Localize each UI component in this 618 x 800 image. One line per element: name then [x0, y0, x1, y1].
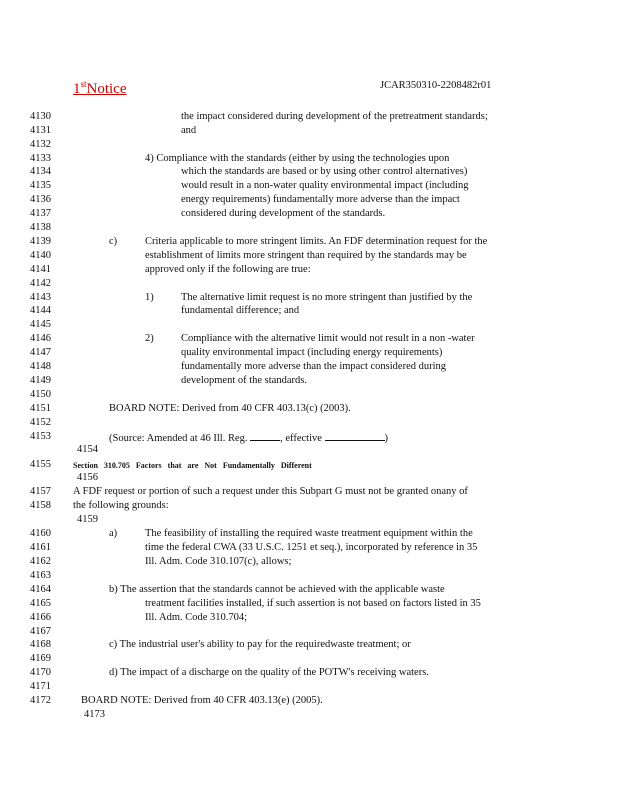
first-notice-label — [73, 75, 127, 98]
line-number: 4153 — [30, 431, 51, 442]
line-number: 4142 — [30, 278, 51, 289]
line-number: 4147 — [30, 347, 51, 358]
line-number: 4132 — [30, 139, 51, 150]
source-text: (Source: Amended at 46 Ill. Reg. — [109, 433, 248, 444]
line-number: 4163 — [30, 570, 51, 581]
text-line: Criteria applicable to more stringent limits. An FDF determination request for the — [145, 236, 488, 247]
line-number: 4171 — [30, 681, 51, 692]
text-line: considered during development of the standards. — [181, 208, 386, 219]
line-number: 4133 — [30, 153, 51, 164]
text-line: The alternative limit request is no more stringent than justified by the — [181, 292, 473, 303]
line-number-inline: 4156 — [77, 472, 98, 483]
text-line: A FDF request or portion of such a request under this Subpart G must not be granted onany of — [73, 486, 468, 497]
line-number: 4151 — [30, 403, 51, 414]
line-number: 4140 — [30, 250, 51, 261]
subsection-label: a) — [109, 528, 118, 539]
line-number: 4152 — [30, 417, 51, 428]
blank-line — [250, 430, 280, 441]
line-number: 4155 — [30, 459, 51, 470]
text-line: d) The impact of a discharge on the quality of the POTW's receiving waters. — [109, 667, 429, 678]
line-number-inline: 4173 — [84, 709, 105, 720]
text-line: fundamental difference; and — [181, 305, 300, 316]
line-number-inline: 4159 — [77, 514, 98, 525]
line-number: 4164 — [30, 584, 51, 595]
line-number: 4148 — [30, 361, 51, 372]
notice-prefix: 1 — [73, 81, 81, 97]
line-number: 4130 — [30, 111, 51, 122]
board-note: BOARD NOTE: Derived from 40 CFR 403.13(e) (2005). — [81, 695, 323, 706]
source-text-effective: , effective — [280, 433, 322, 444]
line-number: 4167 — [30, 626, 51, 637]
text-line: energy requirements) fundamentally more adverse than the impact — [181, 194, 460, 205]
line-number: 4144 — [30, 305, 51, 316]
text-line: approved only if the following are true: — [145, 264, 311, 275]
line-number: 4145 — [30, 319, 51, 330]
line-number: 4139 — [30, 236, 51, 247]
source-close-paren: ) — [384, 433, 389, 444]
line-number: 4170 — [30, 667, 51, 678]
subsection-label: c) — [109, 236, 118, 247]
line-number: 4131 — [30, 125, 51, 136]
line-number: 4172 — [30, 695, 51, 706]
line-number: 4146 — [30, 333, 51, 344]
line-number: 4160 — [30, 528, 51, 539]
source-note — [109, 430, 388, 445]
document-id: JCAR350310-2208482r01 — [380, 80, 492, 91]
line-number: 4149 — [30, 375, 51, 386]
text-line: time the federal CWA (33 U.S.C. 1251 et seq.), incorporated by reference in 35 — [145, 542, 478, 553]
line-number: 4138 — [30, 222, 51, 233]
section-heading: Section 310.705 Factors that are Not Fundamentally Different — [73, 461, 312, 470]
line-number: 4162 — [30, 556, 51, 567]
text-line: c) The industrial user's ability to pay for the requiredwaste treatment; or — [109, 639, 411, 650]
line-number: 4150 — [30, 389, 51, 400]
text-line: the following grounds: — [73, 500, 169, 511]
text-line: the impact considered during development of the pretreatment standards; — [181, 111, 488, 122]
item-label: 1) — [145, 292, 154, 303]
notice-superscript: st — [80, 79, 87, 89]
line-number: 4161 — [30, 542, 51, 553]
text-line: quality environmental impact (including energy requirements) — [181, 347, 443, 358]
line-number: 4143 — [30, 292, 51, 303]
text-line: 4) Compliance with the standards (either by using the technologies upon — [145, 153, 450, 164]
line-number: 4141 — [30, 264, 51, 275]
text-line: would result in a non-water quality environmental impact (including — [181, 180, 469, 191]
text-line: Ill. Adm. Code 310.107(c), allows; — [145, 556, 292, 567]
text-line: Ill. Adm. Code 310.704; — [145, 612, 248, 623]
line-number: 4137 — [30, 208, 51, 219]
text-line: treatment facilities installed, if such assertion is not based on factors listed in 35 — [145, 598, 481, 609]
line-number: 4158 — [30, 500, 51, 511]
line-number-inline: 4154 — [77, 444, 98, 455]
text-line: development of the standards. — [181, 375, 307, 386]
blank-line — [325, 430, 385, 441]
item-label: 2) — [145, 333, 154, 344]
line-number: 4166 — [30, 612, 51, 623]
text-line: Compliance with the alternative limit would not result in a non -water — [181, 333, 475, 344]
line-number: 4165 — [30, 598, 51, 609]
text-line: fundamentally more adverse than the impact considered during — [181, 361, 447, 372]
line-number: 4168 — [30, 639, 51, 650]
text-line: The feasibility of installing the required waste treatment equipment within the — [145, 528, 473, 539]
line-number: 4169 — [30, 653, 51, 664]
board-note: BOARD NOTE: Derived from 40 CFR 403.13(c) (2003). — [109, 403, 351, 414]
text-line: which the standards are based or by using other control alternatives) — [181, 166, 468, 177]
line-number: 4157 — [30, 486, 51, 497]
text-line: b) The assertion that the standards cannot be achieved with the applicable waste — [109, 584, 445, 595]
notice-text: Notice — [86, 81, 127, 97]
text-line: and — [181, 125, 197, 136]
line-number: 4134 — [30, 166, 51, 177]
line-number: 4136 — [30, 194, 51, 205]
text-line: establishment of limits more stringent than required by the standards may be — [145, 250, 467, 261]
line-number: 4135 — [30, 180, 51, 191]
